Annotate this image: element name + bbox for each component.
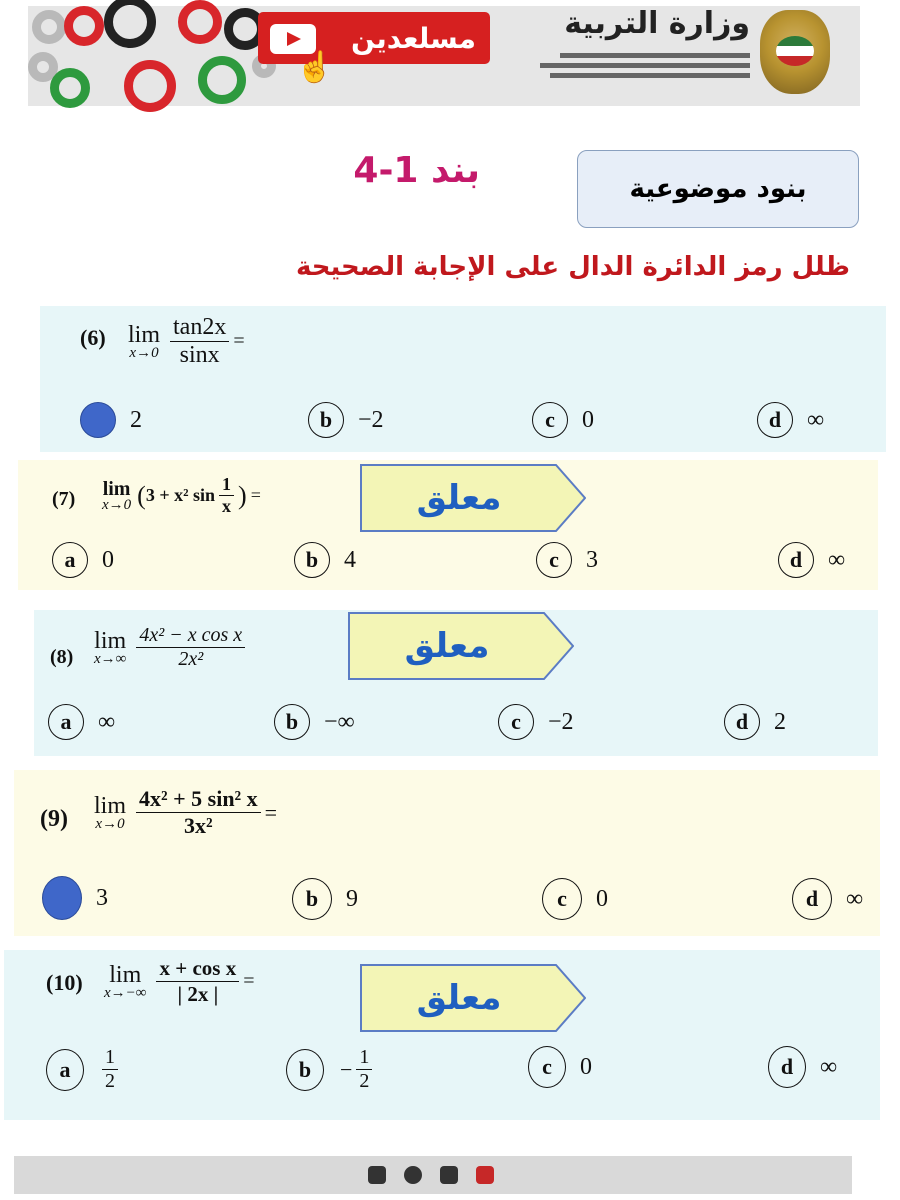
denominator: | 2x | — [177, 982, 219, 1006]
option-b[interactable] — [294, 542, 356, 578]
denominator: 2x² — [178, 648, 204, 670]
option-value-fraction — [356, 1046, 372, 1093]
option-d[interactable] — [792, 878, 863, 920]
option-circle[interactable]: a — [52, 542, 88, 578]
lim-symbol: lim — [109, 961, 142, 988]
pending-tag — [360, 964, 586, 1032]
question-8-expression — [94, 624, 249, 671]
question-number: (10) — [46, 970, 83, 995]
numerator: 4x² + 5 sin² x — [136, 786, 261, 813]
option-circle[interactable]: a — [48, 704, 84, 740]
option-c[interactable] — [536, 542, 598, 578]
option-value: ∞ — [807, 406, 825, 433]
gear-icon — [50, 68, 90, 108]
question-9-expression — [94, 786, 277, 839]
option-a[interactable] — [80, 402, 142, 438]
ministry-name: وزارة التربية — [564, 6, 750, 41]
option-circle[interactable]: d — [768, 1046, 806, 1088]
numerator: 4x² − x cos x — [136, 624, 245, 648]
option-circle[interactable]: b — [308, 402, 344, 438]
lim-symbol: lim — [94, 792, 127, 819]
channel-button-label: مسلعدين — [351, 21, 476, 55]
option-d[interactable] — [757, 402, 824, 438]
option-value: 3 — [586, 546, 598, 573]
instruction-text: ظلل رمز الدائرة الدال على الإجابة الصحيحة — [295, 252, 850, 282]
lim-subscript: x→−∞ — [104, 984, 147, 1001]
option-value: 4 — [344, 546, 356, 573]
option-circle[interactable]: d — [792, 878, 832, 920]
option-value: 2 — [130, 406, 142, 433]
pending-tag — [360, 464, 586, 532]
lim-symbol: lim — [102, 477, 131, 500]
question-7-expression: lim x→0 ( 3 + x² sin $\frac{1}{x}$ ) = — [102, 474, 261, 516]
question-number: (9) — [40, 806, 68, 832]
numerator: 1 — [356, 1046, 372, 1070]
pending-label: معلق — [404, 626, 490, 666]
option-b[interactable] — [292, 878, 358, 920]
option-value: −2 — [358, 406, 384, 433]
option-circle[interactable]: d — [757, 402, 793, 438]
option-b[interactable] — [274, 704, 355, 740]
option-circle[interactable]: b — [286, 1049, 324, 1091]
option-circle-selected[interactable] — [42, 876, 82, 920]
whatsapp-icon — [404, 1166, 422, 1184]
expression-prefix: 3 + x² sin — [145, 485, 216, 505]
gear-icon — [198, 56, 246, 104]
option-circle[interactable]: b — [294, 542, 330, 578]
section-label: بنود موضوعية — [577, 150, 859, 228]
option-circle[interactable]: c — [536, 542, 572, 578]
lim-symbol: lim — [128, 321, 161, 348]
denominator: 3x² — [184, 813, 213, 838]
denominator: 2 — [105, 1070, 115, 1092]
question-6-expression — [128, 314, 245, 369]
option-value: 9 — [346, 885, 358, 912]
equals-sign: = — [250, 485, 261, 505]
option-value: ∞ — [98, 708, 116, 735]
lim-subscript: x→0 — [95, 815, 125, 832]
question-number: (8) — [50, 646, 74, 668]
option-value: 0 — [582, 406, 594, 433]
option-c[interactable] — [542, 878, 608, 920]
option-d[interactable] — [768, 1046, 837, 1088]
gear-icon — [32, 10, 66, 44]
option-circle[interactable]: c — [542, 878, 582, 920]
numerator: 1 — [219, 474, 234, 496]
option-value: −2 — [548, 708, 574, 735]
denominator: 2 — [359, 1070, 370, 1092]
gear-icon — [178, 0, 222, 44]
ministry-subtitle-lines — [520, 48, 750, 88]
question-number: (7) — [52, 488, 76, 510]
minus-sign: − — [340, 1056, 353, 1082]
option-circle-selected[interactable] — [80, 402, 116, 438]
option-c[interactable] — [528, 1046, 592, 1088]
option-a[interactable] — [42, 876, 108, 920]
option-a[interactable] — [52, 542, 114, 578]
instagram-icon — [368, 1166, 386, 1184]
footer-bar — [14, 1156, 852, 1194]
location-icon — [476, 1166, 494, 1184]
equals-sign: = — [243, 970, 255, 992]
denominator: sinx — [179, 342, 220, 368]
option-a[interactable] — [48, 704, 115, 740]
option-b[interactable] — [286, 1046, 376, 1093]
option-circle[interactable]: c — [528, 1046, 566, 1088]
option-circle[interactable]: d — [778, 542, 814, 578]
denominator: x — [222, 496, 232, 516]
option-value: 0 — [596, 885, 608, 912]
option-value: 0 — [102, 546, 114, 573]
equals-sign: = — [233, 330, 245, 352]
numerator: x + cos x — [156, 956, 239, 982]
option-circle[interactable]: c — [532, 402, 568, 438]
option-c[interactable] — [498, 704, 574, 740]
phone-icon — [440, 1166, 458, 1184]
lim-symbol: lim — [94, 627, 127, 654]
option-value: 0 — [580, 1053, 592, 1080]
numerator: tan2x — [170, 314, 229, 342]
lim-subscript: x→0 — [129, 344, 159, 361]
numerator: 1 — [102, 1046, 118, 1070]
option-circle[interactable]: b — [274, 704, 310, 740]
option-value: −∞ — [324, 708, 355, 735]
gear-icon — [64, 6, 104, 46]
option-value-fraction — [102, 1046, 118, 1093]
option-circle[interactable]: d — [724, 704, 760, 740]
option-circle[interactable]: b — [292, 878, 332, 920]
item-title: بند 1-4 — [353, 150, 480, 191]
question-10-expression — [104, 956, 254, 1007]
gear-icon — [104, 0, 156, 48]
option-c[interactable] — [532, 402, 594, 438]
option-value: 3 — [96, 884, 108, 911]
pending-label: معلق — [416, 478, 502, 518]
option-circle[interactable]: c — [498, 704, 534, 740]
emblem-icon — [760, 10, 830, 94]
option-a[interactable] — [46, 1046, 122, 1093]
option-value: ∞ — [828, 546, 846, 573]
question-number: (6) — [80, 325, 106, 350]
pending-label: معلق — [416, 978, 502, 1018]
option-b[interactable] — [308, 402, 384, 438]
gear-icon — [124, 60, 176, 112]
hand-cursor-icon: ☝ — [296, 51, 334, 84]
option-d[interactable] — [724, 704, 786, 740]
lim-subscript: x→∞ — [94, 650, 127, 667]
lim-subscript: x→0 — [102, 496, 132, 513]
pending-tag — [348, 612, 574, 680]
option-d[interactable] — [778, 542, 845, 578]
option-value: ∞ — [846, 885, 864, 912]
equals-sign: = — [264, 799, 278, 825]
option-value: 2 — [774, 708, 786, 735]
option-circle[interactable]: a — [46, 1049, 84, 1091]
option-value: ∞ — [820, 1053, 838, 1080]
